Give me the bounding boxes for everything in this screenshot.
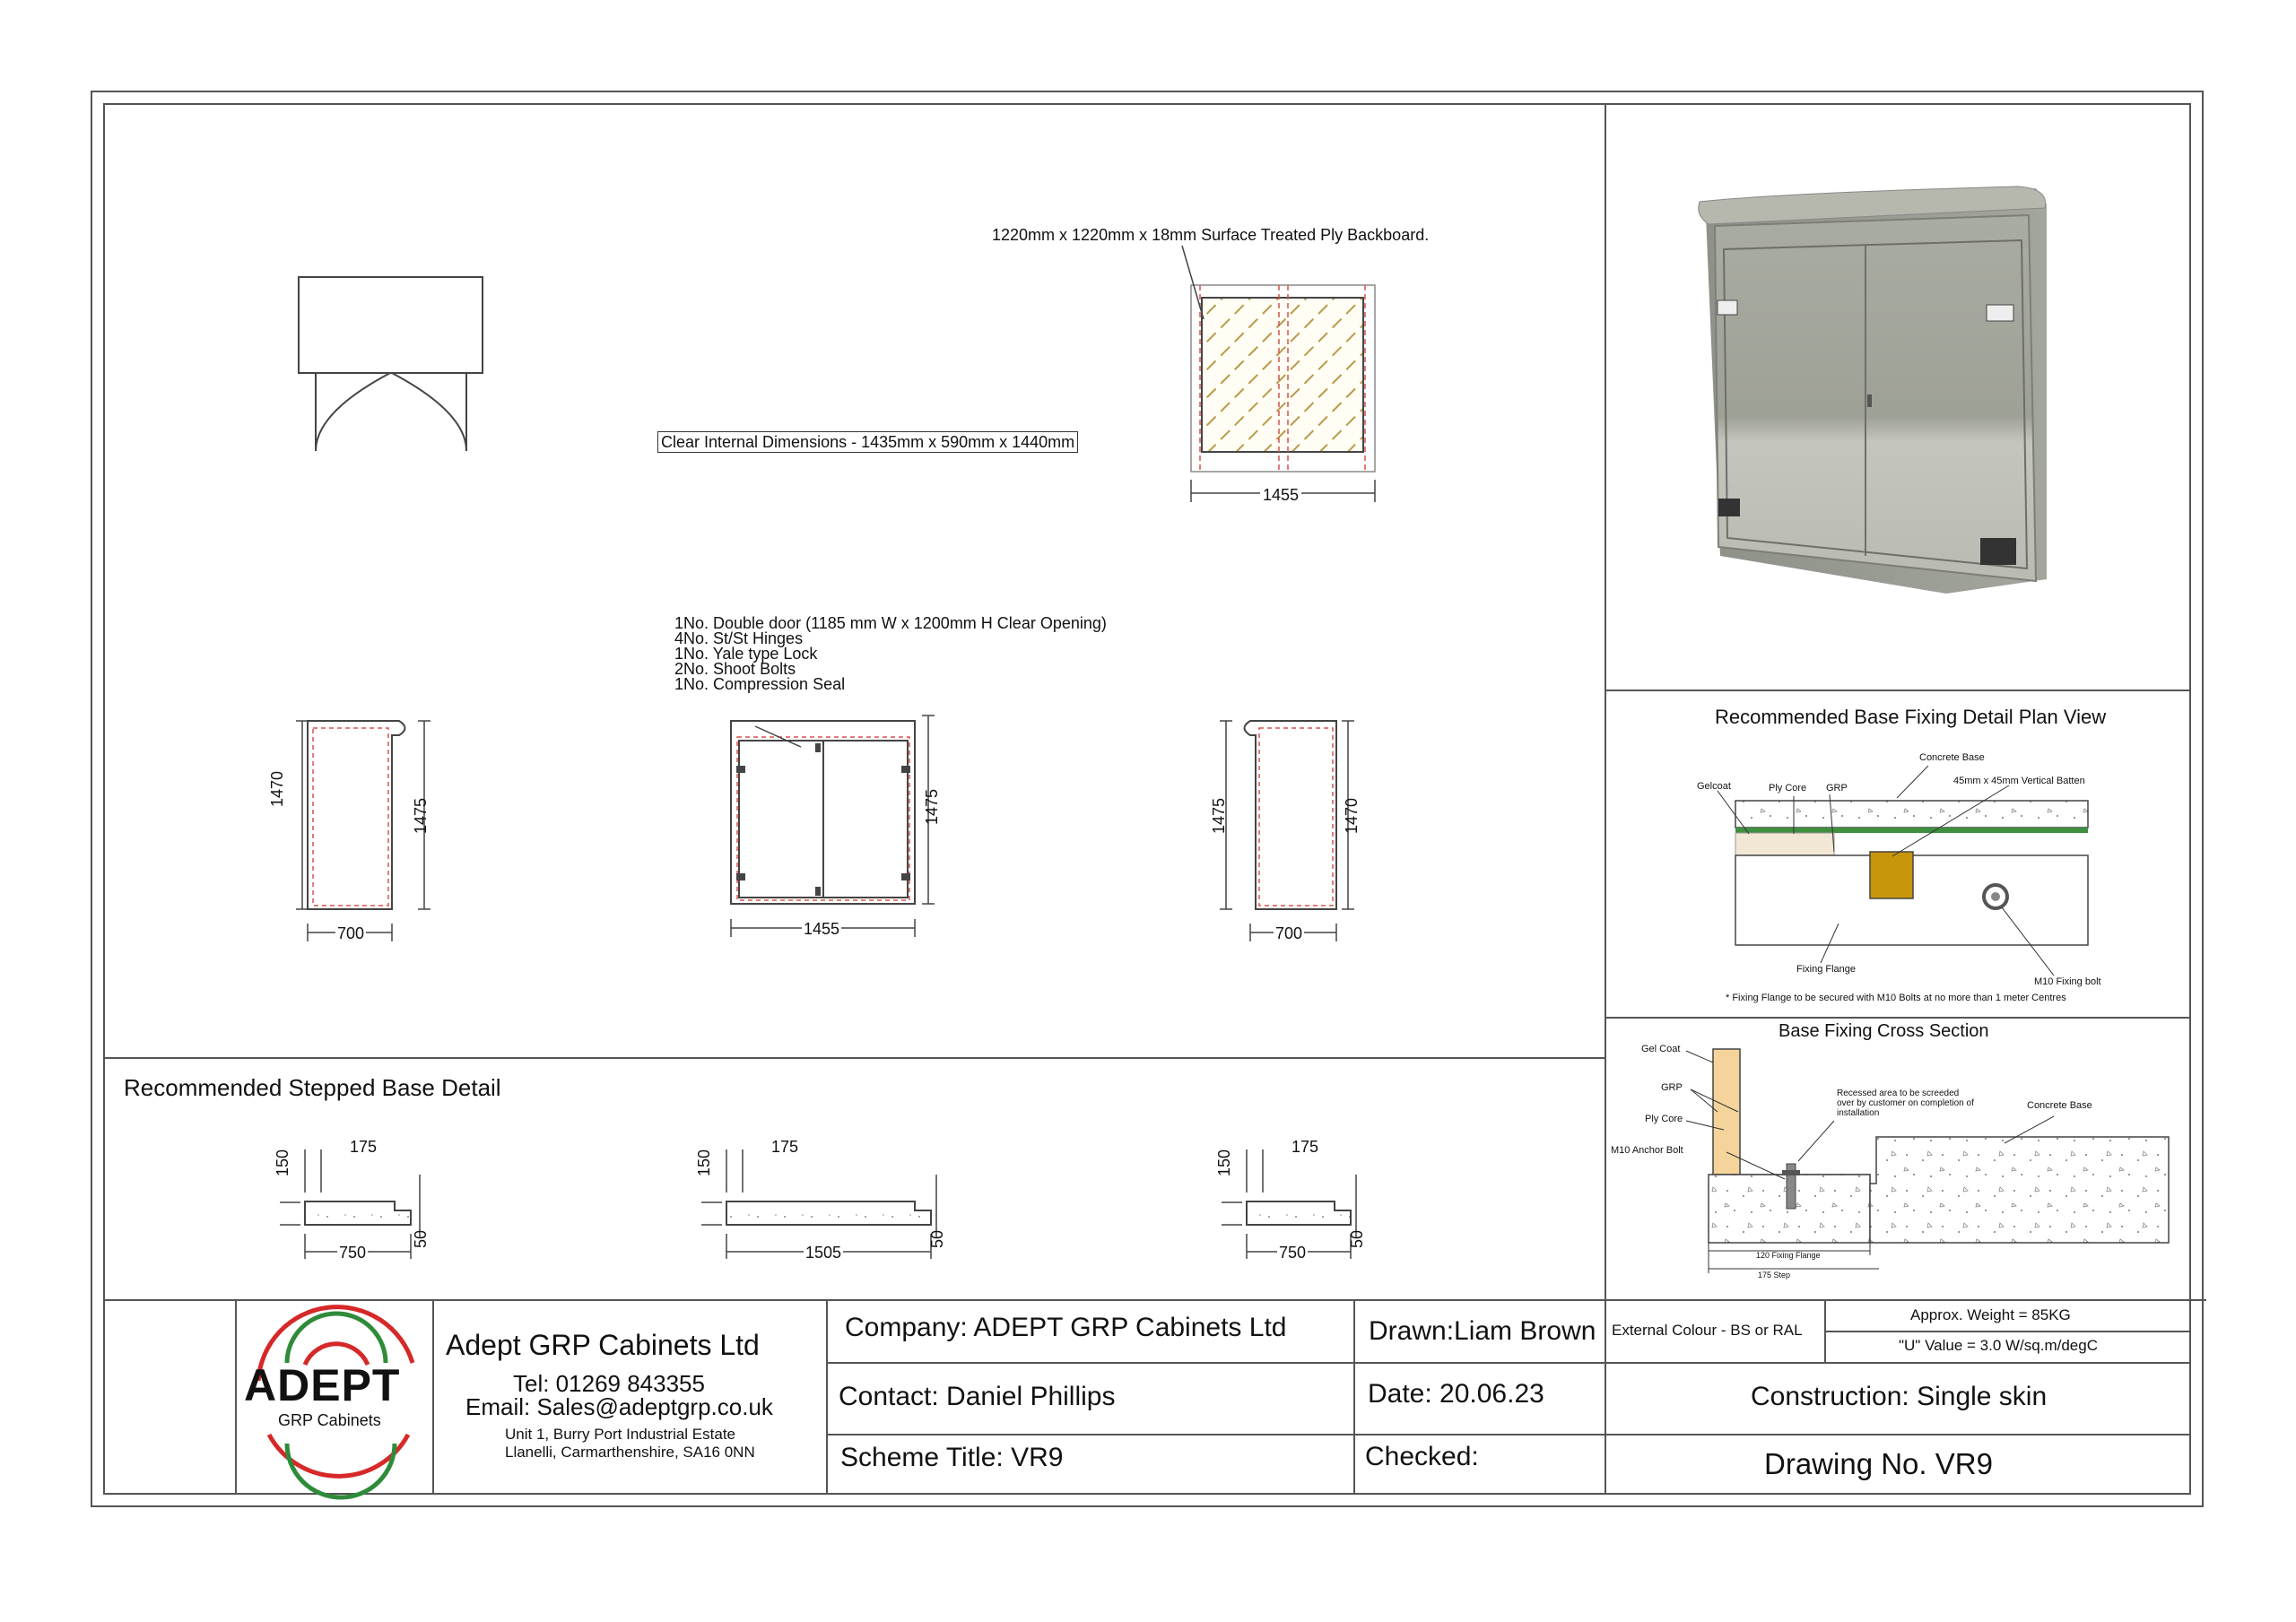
right-side-view xyxy=(1220,721,1354,941)
tb-external-colour: External Colour - BS or RAL xyxy=(1612,1322,1803,1339)
sb2-height: 150 xyxy=(695,1149,713,1176)
tb-checked: Checked: xyxy=(1365,1442,1479,1471)
dim-left-inner: 1470 xyxy=(268,770,286,807)
cross-section-title: Base Fixing Cross Section xyxy=(1779,1021,1989,1041)
backboard-view xyxy=(1182,246,1375,502)
tb-company: Company: ADEPT GRP Cabinets Ltd xyxy=(845,1313,1287,1342)
sb1-step: 175 xyxy=(350,1138,378,1156)
cs-recess xyxy=(1837,1089,1974,1118)
plan-view-title: Recommended Base Fixing Detail Plan View xyxy=(1715,706,2107,728)
cs-anchor: M10 Anchor Bolt xyxy=(1611,1145,1683,1156)
company-name: Adept GRP Cabinets Ltd xyxy=(446,1329,760,1361)
cs-recess-line: installation xyxy=(1837,1108,1880,1118)
sb2-step: 175 xyxy=(771,1138,799,1156)
logo-subtitle: GRP Cabinets xyxy=(278,1411,381,1429)
door-spec-line: 1No. Yale type Lock xyxy=(674,645,818,663)
cs-recess-line: Recessed area to be screeded xyxy=(1837,1089,1960,1098)
backboard-note: 1220mm x 1220mm x 18mm Surface Treated Ply Backboard. xyxy=(992,226,1430,244)
clear-internal-note: Clear Internal Dimensions - 1435mm x 590mm x 1440mm xyxy=(657,431,1078,453)
pv-flange: Fixing Flange xyxy=(1796,964,1857,975)
cs-flange: 120 Fixing Flange xyxy=(1756,1251,1821,1260)
door-spec-line: 4No. St/St Hinges xyxy=(674,629,804,647)
stepped-base-3 xyxy=(1222,1149,1356,1262)
cs-ply: Ply Core xyxy=(1645,1114,1683,1124)
cross-section-detail xyxy=(1686,1049,2169,1273)
cs-step: 175 Step xyxy=(1758,1271,1791,1279)
plan-view-detail xyxy=(1718,766,2088,976)
tb-date: Date: 20.06.23 xyxy=(1368,1379,1544,1409)
tb-contact: Contact: Daniel Phillips xyxy=(839,1382,1116,1411)
plan-view-cabinet xyxy=(299,277,483,451)
cs-concrete: Concrete Base xyxy=(2027,1100,2092,1111)
pv-batten: 45mm x 45mm Vertical Batten xyxy=(1953,776,2085,786)
sb3-depth: 50 xyxy=(1348,1229,1366,1248)
tb-weight: Approx. Weight = 85KG xyxy=(1910,1306,2071,1323)
sb3-height: 150 xyxy=(1215,1149,1233,1176)
cs-recess-line: over by customer on completion of xyxy=(1837,1098,1974,1108)
pv-gelcoat: Gelcoat xyxy=(1697,781,1731,792)
pv-concrete: Concrete Base xyxy=(1919,752,1985,763)
cabinet-photo xyxy=(1699,186,2047,594)
dim-right-width: 700 xyxy=(1275,924,1303,942)
door-spec-line: 2No. Shoot Bolts xyxy=(674,660,796,678)
pv-ply: Ply Core xyxy=(1769,783,1807,794)
dim-left-outer: 1475 xyxy=(412,797,430,834)
company-tel: Tel: 01269 843355 xyxy=(513,1370,705,1397)
dim-right-inner: 1470 xyxy=(1343,797,1361,834)
sb1-width: 750 xyxy=(339,1244,367,1262)
company-address-2: Llanelli, Carmarthenshire, SA16 0NN xyxy=(505,1444,755,1461)
stepped-base-1 xyxy=(280,1149,420,1262)
pv-grp: GRP xyxy=(1826,783,1848,794)
dim-plan-width: 1455 xyxy=(1260,487,1301,503)
company-email: Email: Sales@adeptgrp.co.uk xyxy=(465,1393,773,1420)
stepped-base-2 xyxy=(701,1149,936,1262)
sb1-depth: 50 xyxy=(412,1229,430,1248)
sb2-width: 1505 xyxy=(805,1244,842,1262)
pv-footnote: * Fixing Flange to be secured with M10 Bolts at no more than 1 meter Centres xyxy=(1726,993,2066,1003)
sb3-width: 750 xyxy=(1279,1244,1307,1262)
sb3-step: 175 xyxy=(1292,1138,1319,1156)
tb-drawing-no: Drawing No. VR9 xyxy=(1764,1447,1993,1480)
door-spec-line: 1No. Double door (1185 mm W x 1200mm H Clear Opening) xyxy=(674,614,1107,632)
cs-grp: GRP xyxy=(1661,1082,1683,1093)
front-view xyxy=(731,716,935,937)
door-spec-list xyxy=(674,616,1107,692)
dim-front-width: 1455 xyxy=(804,920,840,938)
stepped-base-title: Recommended Stepped Base Detail xyxy=(124,1074,501,1101)
tb-scheme: Scheme Title: VR9 xyxy=(840,1443,1064,1472)
company-address-1: Unit 1, Burry Port Industrial Estate xyxy=(505,1426,735,1443)
tb-drawn: Drawn:Liam Brown xyxy=(1369,1316,1596,1346)
sb2-depth: 50 xyxy=(928,1229,946,1248)
dim-left-width: 700 xyxy=(337,924,365,942)
left-side-view xyxy=(296,721,430,941)
logo-wordmark: ADEPT xyxy=(244,1360,401,1410)
dim-right-outer: 1475 xyxy=(1210,797,1228,834)
tb-u-value: "U" Value = 3.0 W/sq.m/degC xyxy=(1899,1337,2098,1354)
cs-gelcoat: Gel Coat xyxy=(1641,1044,1681,1054)
tb-construction: Construction: Single skin xyxy=(1751,1382,2048,1411)
door-spec-line: 1No. Compression Seal xyxy=(674,675,846,693)
sb1-height: 150 xyxy=(274,1149,291,1176)
pv-bolt: M10 Fixing bolt xyxy=(2034,976,2101,987)
dim-front-height: 1475 xyxy=(923,788,941,825)
